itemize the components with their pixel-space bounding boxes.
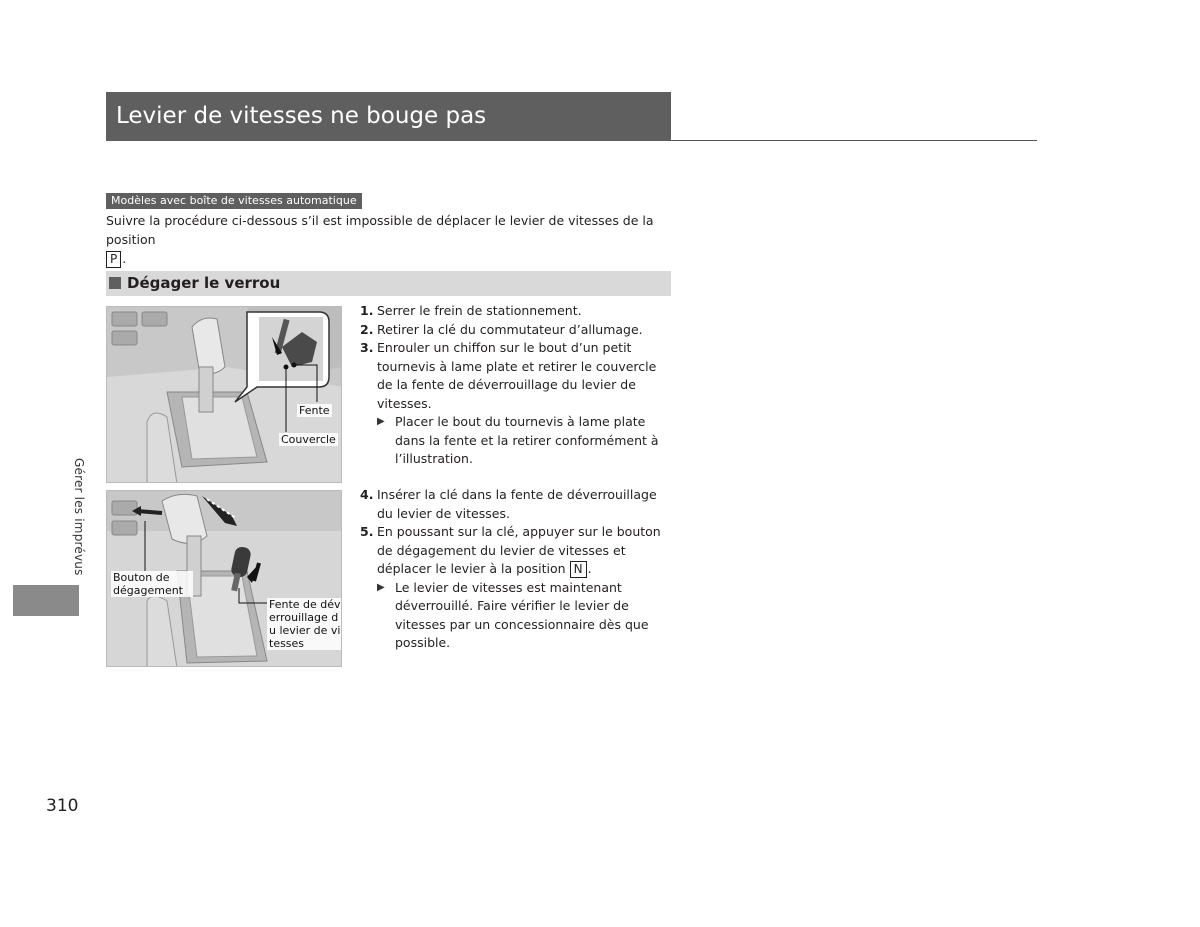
side-tab-marker (13, 585, 79, 616)
step-number: 1. (360, 303, 374, 318)
step-1 (360, 302, 672, 321)
section-heading (106, 271, 671, 296)
side-tab-label: Gérer les imprévus (72, 458, 86, 576)
step-text: En poussant sur la clé, appuyer sur le bouton de dégagement du levier de vitesses et déplacer le levier à la position (377, 524, 661, 576)
gear-key-n: N (570, 561, 587, 578)
model-applicability-label: Modèles avec boîte de vitesses automatique (106, 193, 362, 209)
gear-key-p: P (106, 251, 121, 268)
page-title: Levier de vitesses ne bouge pas (106, 92, 671, 141)
intro-text: Suivre la procédure ci-dessous s’il est impossible de déplacer le levier de vitesses de la position (106, 213, 654, 247)
steps-group-1 (360, 302, 672, 469)
callout-fente-deverrouillage: Fente de déverrouillage du levier de vitesses (267, 598, 342, 650)
step-text: Serrer le frein de stationnement. (377, 303, 582, 318)
step-5 (360, 523, 672, 579)
step-number: 4. (360, 487, 374, 502)
triangle-bullet-icon: ▶ (377, 581, 385, 593)
step-number: 2. (360, 321, 374, 337)
figure-release-lever (106, 490, 342, 667)
step-text: Retirer la clé du commutateur d’allumage. (377, 321, 643, 337)
callout-fente: Fente (299, 404, 330, 417)
figure-remove-cover (106, 306, 342, 483)
page-number: 310 (46, 796, 79, 816)
triangle-bullet-icon: ▶ (377, 416, 385, 427)
section-title: Dégager le verrou (127, 274, 281, 292)
step-3 (360, 339, 672, 413)
title-rule (671, 140, 1037, 141)
callout-bouton-degagement: Bouton de dégagement (111, 571, 193, 597)
step-number: 3. (360, 340, 374, 355)
note-text: Le levier de vitesses est maintenant déverrouillé. Faire vérifier le levier de vitesses par un concessionnaire dès que possible. (395, 579, 649, 650)
step-number: 5. (360, 524, 374, 539)
step-5-note (360, 579, 672, 653)
step-3-note (360, 413, 672, 469)
note-text: Placer le bout du tournevis à lame plate dans la fente et la retirer conformément à l’illustration. (395, 414, 659, 466)
intro-end: . (122, 251, 127, 266)
step-end: . (587, 561, 592, 576)
steps-group-2 (360, 486, 672, 653)
section-square-icon (109, 277, 121, 289)
callout-couvercle: Couvercle (281, 433, 336, 446)
step-2 (360, 321, 672, 340)
step-4 (360, 486, 672, 523)
intro-paragraph (106, 211, 676, 268)
step-text-wrap (377, 523, 672, 579)
shifter-cover-illustration (107, 307, 342, 483)
step-text: Enrouler un chiffon sur le bout d’un petit tournevis à lame plate et retirer le couvercle de la fente de déverrouillage du levier de vitesses. (377, 340, 657, 411)
step-text: Insérer la clé dans la fente de déverrouillage du levier de vitesses. (377, 487, 657, 521)
